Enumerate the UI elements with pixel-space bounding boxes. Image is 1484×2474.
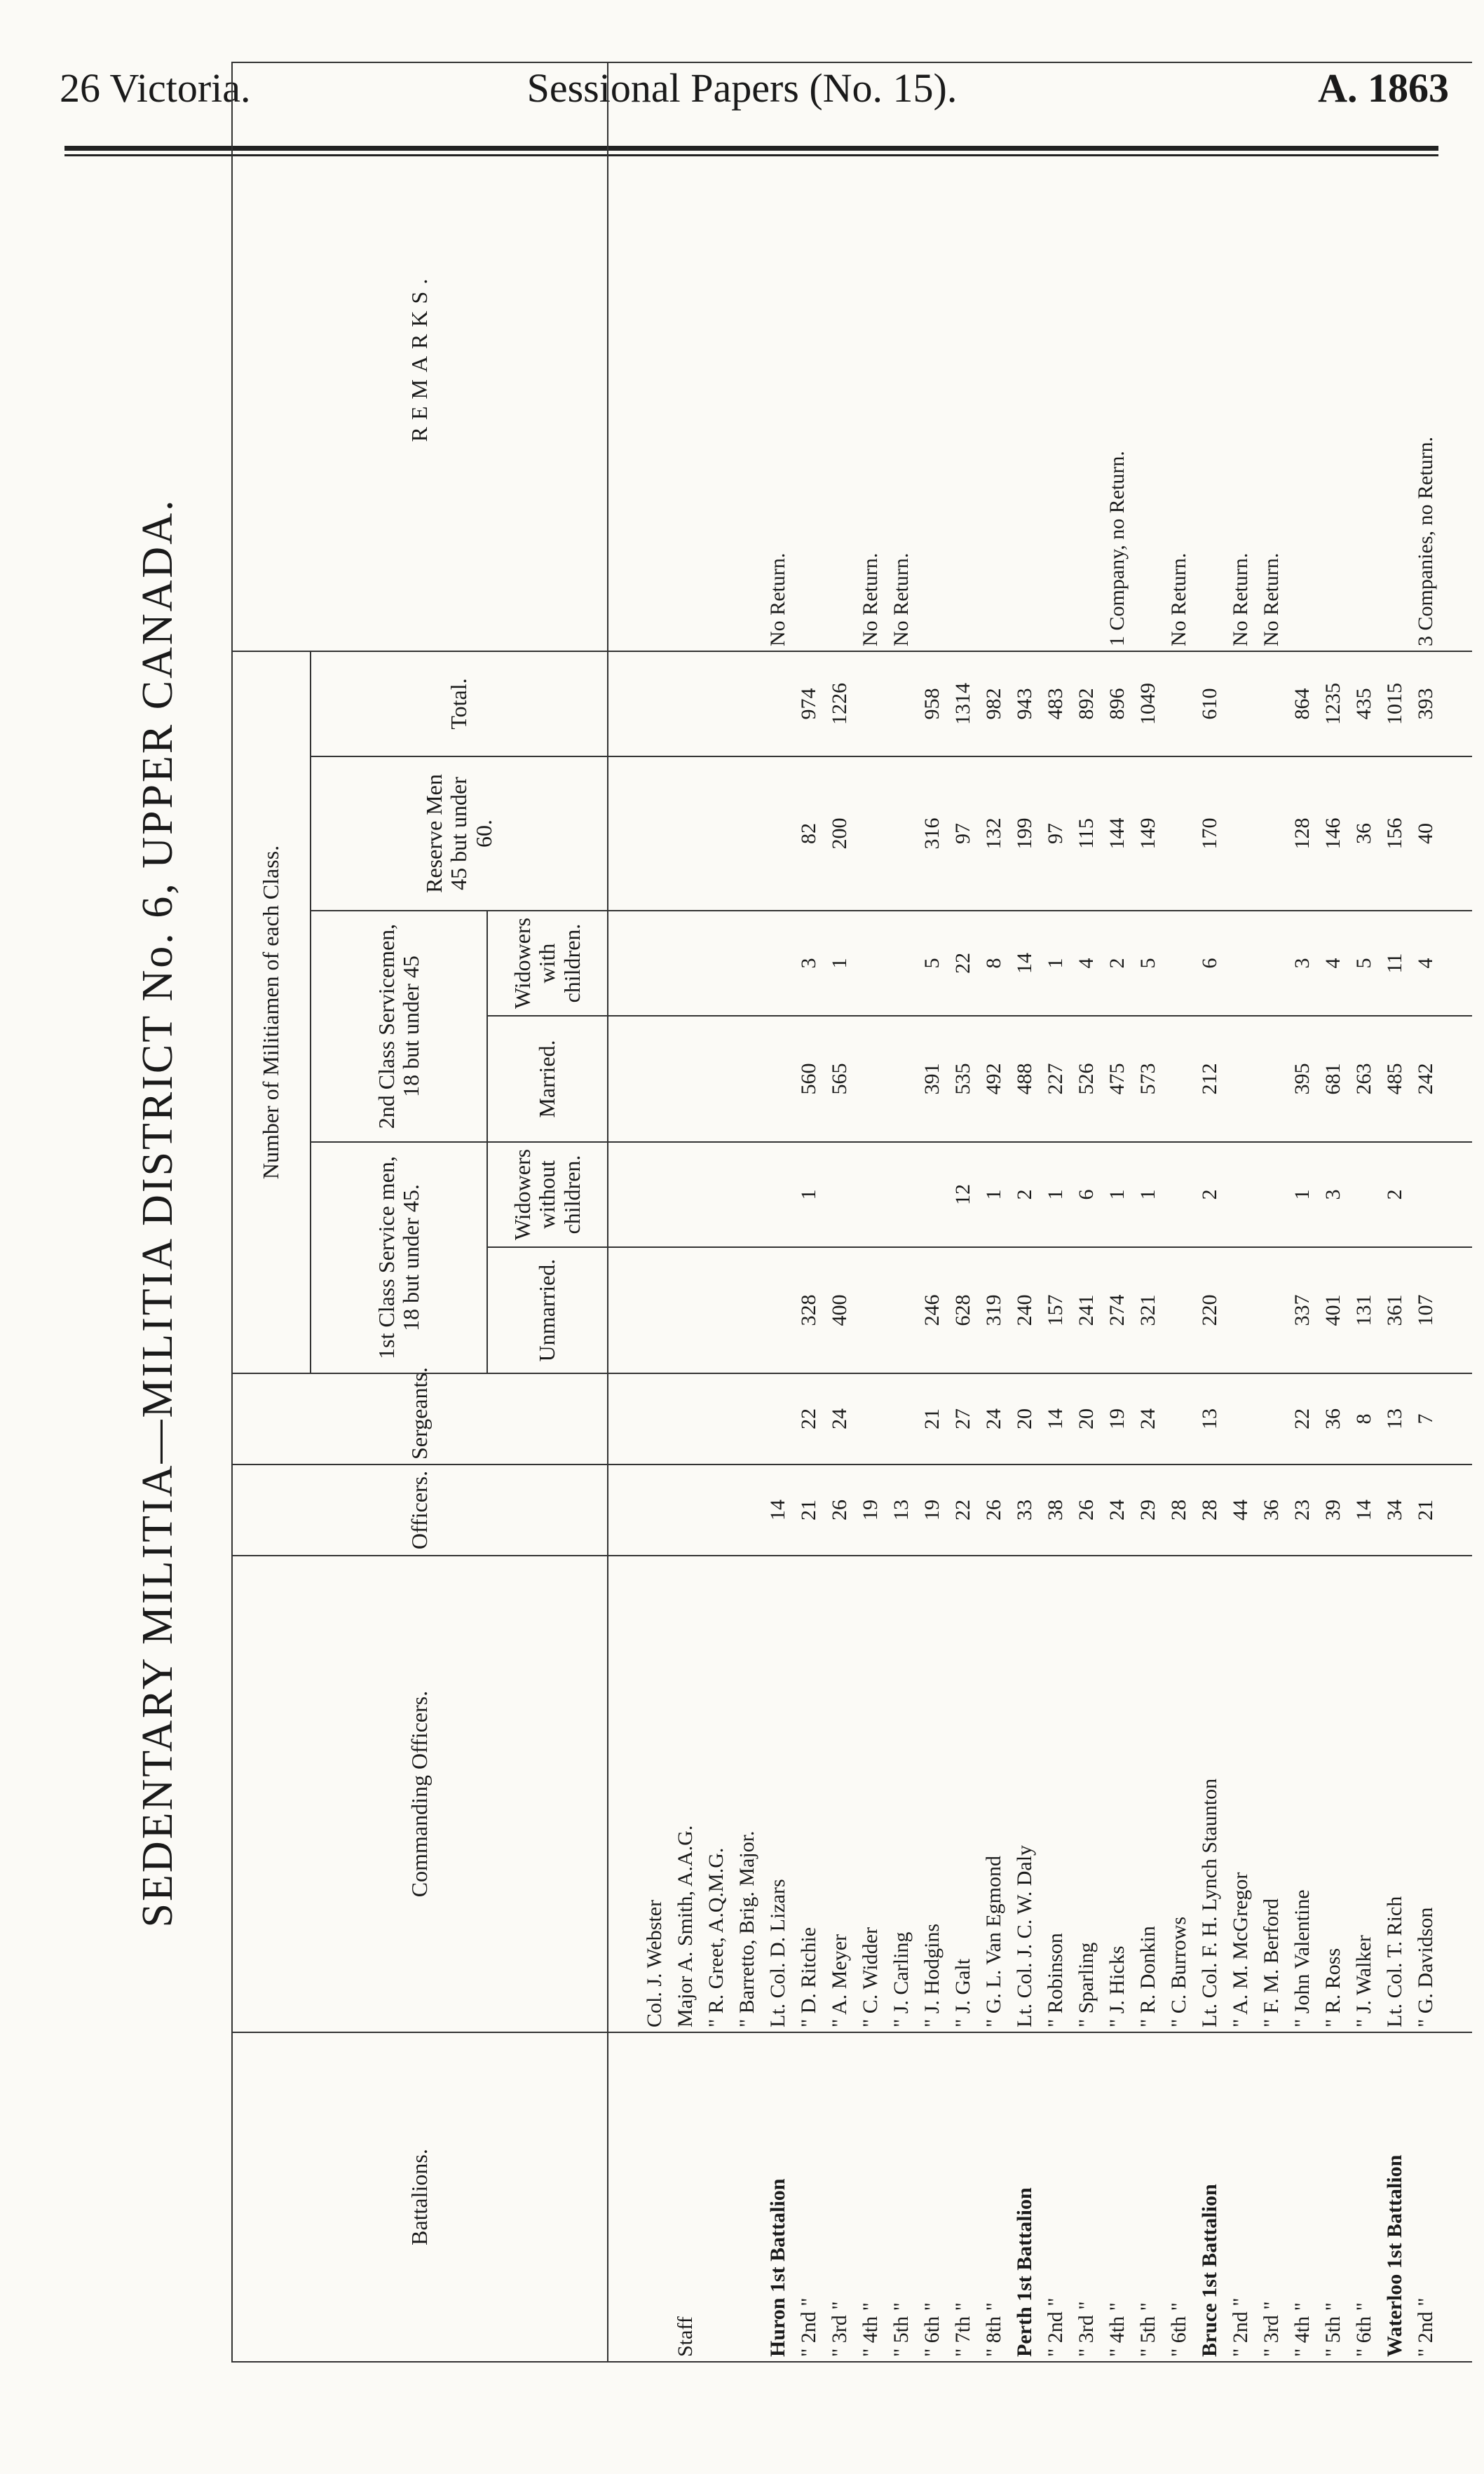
table-row [1410,62,1441,2362]
total-count: 974 [794,651,824,756]
sergeants-count: 24 [979,1373,1009,1464]
married-count: 263 [1349,1016,1380,1142]
total-count: 393 [1410,651,1441,756]
sergeants-count [1256,1373,1287,1464]
commanding-officer: Lt. Col. T. Rich [1380,1556,1410,2032]
unmarried-count: 240 [1009,1247,1040,1373]
battalion-name: " 2nd " [1040,2032,1071,2362]
sergeants-count: 19 [1102,1373,1133,1464]
header-center: Sessional Papers (No. 15). [526,65,958,111]
total-count: 610 [1194,651,1225,756]
officers-count: 13 [886,1464,917,1556]
battalion-name: " 2nd " [1225,2032,1256,2362]
officers-count: 26 [1071,1464,1102,1556]
commanding-officer: Lt. Col. F. H. Lynch Staunton [1194,1556,1225,2032]
staff-row [639,62,670,2362]
commanding-officer: " R. Ross [1318,1556,1349,2032]
remarks-text: 1 Company, no Return. [1102,62,1133,651]
reserve-count [886,756,917,911]
sergeants-count: 20 [1071,1373,1102,1464]
commanding-officer: Lt. Col. D. Lizars [763,1556,794,2032]
widowers-with-count: 4 [1318,911,1349,1016]
battalion-name: " 5th " [1133,2032,1164,2362]
sergeants-count: 13 [1194,1373,1225,1464]
reserve-count: 200 [824,756,855,911]
table-row [794,62,824,2362]
married-count: 475 [1102,1016,1133,1142]
commanding-officer: " G. L. Van Egmond [979,1556,1009,2032]
reserve-count: 156 [1380,756,1410,911]
battalion-name: " 2nd " [794,2032,824,2362]
col-second-class: 2nd Class Servicemen, 18 but under 45 [311,911,487,1142]
widowers-without-count [763,1142,794,1247]
sergeants-count: 27 [948,1373,979,1464]
widowers-without-count [1225,1142,1256,1247]
battalion-name: " 4th " [1287,2032,1318,2362]
total-count: 483 [1040,651,1071,756]
officers-count: 39 [1318,1464,1349,1556]
widowers-with-count: 2 [1102,911,1133,1016]
col-commanding: Commanding Officers. [232,1556,608,2032]
widowers-with-count: 4 [1410,911,1441,1016]
widowers-without-count: 2 [1194,1142,1225,1247]
married-count: 535 [948,1016,979,1142]
total-count: 1226 [824,651,855,756]
widowers-with-count: 11 [1380,911,1410,1016]
widowers-with-count: 1 [824,911,855,1016]
total-count [1225,651,1256,756]
battalion-name: " 8th " [979,2032,1009,2362]
commanding-officer: " A. Meyer [824,1556,855,2032]
widowers-without-count [917,1142,948,1247]
sergeants-count: 13 [1380,1373,1410,1464]
married-count: 395 [1287,1016,1318,1142]
battalion-name: " 6th " [917,2032,948,2362]
table-row [948,62,979,2362]
battalion-name: Waterloo 1st Battalion [1380,2032,1410,2362]
married-count: 492 [979,1016,1009,1142]
commanding-officer: " J. Hicks [1102,1556,1133,2032]
sergeants-count: 8 [1349,1373,1380,1464]
married-count [1225,1016,1256,1142]
total-count: 864 [1287,651,1318,756]
unmarried-count [1256,1247,1287,1373]
col-battalions: Battalions. [232,2032,608,2362]
remarks-text [1287,62,1318,651]
remarks-text: No Return. [855,62,886,651]
unmarried-count: 107 [1410,1247,1441,1373]
widowers-without-count: 1 [1040,1142,1071,1247]
staff-row [701,62,732,2362]
unmarried-count: 246 [917,1247,948,1373]
unmarried-count: 628 [948,1247,979,1373]
unmarried-count: 400 [824,1247,855,1373]
total-count: 943 [1009,651,1040,756]
staff-officer: " R. Greet, A.Q.M.G. [701,1556,732,2032]
remarks-text [824,62,855,651]
sergeants-count [855,1373,886,1464]
battalion-name: " 4th " [1102,2032,1133,2362]
unmarried-count [1225,1247,1256,1373]
table-row [1071,62,1102,2362]
table-row [824,62,855,2362]
married-count: 488 [1009,1016,1040,1142]
commanding-officer: " Sparling [1071,1556,1102,2032]
officers-count: 22 [948,1464,979,1556]
staff-officer: " Barretto, Brig. Major. [732,1556,763,2032]
staff-row [732,62,763,2362]
widowers-with-count: 22 [948,911,979,1016]
married-count [855,1016,886,1142]
table-row [1194,62,1225,2362]
unmarried-count [886,1247,917,1373]
remarks-text: No Return. [763,62,794,651]
officers-count: 38 [1040,1464,1071,1556]
unmarried-count: 220 [1194,1247,1225,1373]
officers-count: 14 [1349,1464,1380,1556]
commanding-officer: " J. Carling [886,1556,917,2032]
officers-count: 14 [763,1464,794,1556]
widowers-without-count [1349,1142,1380,1247]
married-count [1256,1016,1287,1142]
total-count: 958 [917,651,948,756]
total-count: 1235 [1318,651,1349,756]
widowers-with-count: 5 [917,911,948,1016]
commanding-officer: " A. M. McGregor [1225,1556,1256,2032]
widowers-with-count: 1 [1040,911,1071,1016]
col-widowers-with: Widowers with children. [487,911,608,1016]
total-count [763,651,794,756]
table-row [1380,62,1410,2362]
unmarried-count: 319 [979,1247,1009,1373]
reserve-count: 316 [917,756,948,911]
officers-count: 19 [917,1464,948,1556]
commanding-officer: " C. Widder [855,1556,886,2032]
widowers-with-count: 3 [794,911,824,1016]
married-count: 560 [794,1016,824,1142]
remarks-text [1380,62,1410,651]
widowers-with-count: 6 [1194,911,1225,1016]
unmarried-count: 321 [1133,1247,1164,1373]
table-row [1225,62,1256,2362]
table-row [1009,62,1040,2362]
widowers-without-count: 3 [1318,1142,1349,1247]
widowers-without-count: 1 [794,1142,824,1247]
commanding-officer: " J. Galt [948,1556,979,2032]
widowers-without-count [886,1142,917,1247]
battalion-name: " 3rd " [1256,2032,1287,2362]
table-row [1133,62,1164,2362]
officers-count: 23 [1287,1464,1318,1556]
married-count: 565 [824,1016,855,1142]
reserve-count: 146 [1318,756,1349,911]
battalion-name: " 5th " [1318,2032,1349,2362]
remarks-text: No Return. [886,62,917,651]
officers-count: 24 [1102,1464,1133,1556]
table-row [1040,62,1071,2362]
militia-table [231,62,1472,2363]
sergeants-count: 24 [1133,1373,1164,1464]
reserve-count [1225,756,1256,911]
remarks-text [1349,62,1380,651]
widowers-without-count [1256,1142,1287,1247]
widowers-without-count: 1 [979,1142,1009,1247]
widowers-with-count [763,911,794,1016]
table-row [1318,62,1349,2362]
unmarried-count [855,1247,886,1373]
widowers-with-count: 4 [1071,911,1102,1016]
remarks-text [794,62,824,651]
col-sergeants: Sergeants. [232,1373,608,1464]
widowers-without-count [824,1142,855,1247]
staff-label: Staff [670,2032,701,2362]
unmarried-count: 361 [1380,1247,1410,1373]
officers-count: 26 [979,1464,1009,1556]
widowers-without-count: 1 [1287,1142,1318,1247]
reserve-count [1256,756,1287,911]
officers-count: 34 [1380,1464,1410,1556]
officers-count: 44 [1225,1464,1256,1556]
married-count: 391 [917,1016,948,1142]
unmarried-count: 241 [1071,1247,1102,1373]
col-officers: Officers. [232,1464,608,1556]
married-count: 485 [1380,1016,1410,1142]
table-row [1164,62,1194,2362]
table-row [917,62,948,2362]
reserve-count: 36 [1349,756,1380,911]
remarks-text: No Return. [1164,62,1194,651]
married-count: 227 [1040,1016,1071,1142]
married-count: 242 [1410,1016,1441,1142]
unmarried-count: 328 [794,1247,824,1373]
header-right: A. 1863 [1318,65,1449,111]
married-count: 526 [1071,1016,1102,1142]
widowers-without-count [855,1142,886,1247]
reserve-count: 97 [1040,756,1071,911]
officers-count: 19 [855,1464,886,1556]
battalion-name: " 7th " [948,2032,979,2362]
married-count [886,1016,917,1142]
table-row [855,62,886,2362]
widowers-with-count: 8 [979,911,1009,1016]
sergeants-count: 7 [1410,1373,1441,1464]
commanding-officer: " J. Walker [1349,1556,1380,2032]
married-count [763,1016,794,1142]
rotated-table-page [133,63,1437,2363]
reserve-count: 115 [1071,756,1102,911]
col-unmarried: Unmarried. [487,1247,608,1373]
sergeants-count: 22 [1287,1373,1318,1464]
remarks-text [1194,62,1225,651]
remarks-text [917,62,948,651]
sergeants-count: 24 [824,1373,855,1464]
remarks-text: No Return. [1256,62,1287,651]
remarks-text [1040,62,1071,651]
widowers-with-count [855,911,886,1016]
married-count: 212 [1194,1016,1225,1142]
sergeants-count: 20 [1009,1373,1040,1464]
widowers-with-count [886,911,917,1016]
reserve-count: 82 [794,756,824,911]
table-row [1256,62,1287,2362]
header-left: 26 Victoria. [60,65,251,111]
commanding-officer: " G. Davidson [1410,1556,1441,2032]
widowers-without-count [1164,1142,1194,1247]
officers-count: 28 [1194,1464,1225,1556]
reserve-count: 40 [1410,756,1441,911]
staff-officer: Major A. Smith, A.A.G. [670,1556,701,2032]
table-row [1287,62,1318,2362]
reserve-count [855,756,886,911]
unmarried-count: 274 [1102,1247,1133,1373]
battalion-name: " 4th " [855,2032,886,2362]
total-count: 435 [1349,651,1380,756]
widowers-without-count: 1 [1102,1142,1133,1247]
reserve-count: 132 [979,756,1009,911]
married-count: 573 [1133,1016,1164,1142]
remarks-text [979,62,1009,651]
widowers-without-count: 12 [948,1142,979,1247]
remarks-text [948,62,979,651]
reserve-count: 149 [1133,756,1164,911]
battalion-name: " 6th " [1164,2032,1194,2362]
sergeants-count: 14 [1040,1373,1071,1464]
sergeants-count: 22 [794,1373,824,1464]
widowers-with-count: 5 [1349,911,1380,1016]
widowers-without-count: 1 [1133,1142,1164,1247]
battalion-name: Bruce 1st Battalion [1194,2032,1225,2362]
col-first-class: 1st Class Service men, 18 but under 45. [311,1142,487,1373]
officers-count: 33 [1009,1464,1040,1556]
remarks-text [1071,62,1102,651]
unmarried-count: 131 [1349,1247,1380,1373]
total-count [1256,651,1287,756]
reserve-count: 144 [1102,756,1133,911]
battalion-name: " 3rd " [824,2032,855,2362]
sergeants-count [1225,1373,1256,1464]
married-count: 681 [1318,1016,1349,1142]
reserve-count: 199 [1009,756,1040,911]
col-number-group: Number of Militiamen of each Class. [232,651,311,1373]
total-count: 1049 [1133,651,1164,756]
col-total: Total. [311,651,608,756]
table-row [1102,62,1133,2362]
table-row [979,62,1009,2362]
reserve-count: 97 [948,756,979,911]
page-title: SEDENTARY MILITIA—MILITIA DISTRICT No. 6, UPPER CANADA. [134,498,182,1928]
widowers-without-count: 2 [1009,1142,1040,1247]
officers-count: 36 [1256,1464,1287,1556]
officers-count: 28 [1164,1464,1194,1556]
table-row [763,62,794,2362]
col-reserve: Reserve Men 45 but under 60. [311,756,608,911]
reserve-count: 128 [1287,756,1318,911]
total-count: 982 [979,651,1009,756]
total-count: 1015 [1380,651,1410,756]
staff-officer: Col. J. Webster [639,1556,670,2032]
commanding-officer: " D. Ritchie [794,1556,824,2032]
officers-count: 29 [1133,1464,1164,1556]
total-count: 1314 [948,651,979,756]
table-row [1349,62,1380,2362]
officers-count: 26 [824,1464,855,1556]
total-count: 892 [1071,651,1102,756]
married-count [1164,1016,1194,1142]
total-count [1164,651,1194,756]
staff-row [670,62,701,2362]
sergeants-count [1164,1373,1194,1464]
unmarried-count [1164,1247,1194,1373]
widowers-without-count: 2 [1380,1142,1410,1247]
remarks-text: No Return. [1225,62,1256,651]
remarks-text [1133,62,1164,651]
total-count [886,651,917,756]
col-widowers-without: Widowers without children. [487,1142,608,1247]
commanding-officer: " John Valentine [1287,1556,1318,2032]
sergeants-count [886,1373,917,1464]
officers-count: 21 [794,1464,824,1556]
officers-count: 21 [1410,1464,1441,1556]
commanding-officer: " C. Burrows [1164,1556,1194,2032]
unmarried-count [763,1247,794,1373]
sergeants-count: 21 [917,1373,948,1464]
widowers-without-count [1410,1142,1441,1247]
widowers-with-count: 5 [1133,911,1164,1016]
col-married: Married. [487,1016,608,1142]
widowers-without-count: 6 [1071,1142,1102,1247]
widowers-with-count [1256,911,1287,1016]
widowers-with-count: 14 [1009,911,1040,1016]
commanding-officer: " Robinson [1040,1556,1071,2032]
reserve-count: 170 [1194,756,1225,911]
battalion-name: " 6th " [1349,2032,1380,2362]
sergeants-count: 36 [1318,1373,1349,1464]
total-count [855,651,886,756]
widowers-with-count [1164,911,1194,1016]
remarks-text [1009,62,1040,651]
commanding-officer: " F. M. Berford [1256,1556,1287,2032]
unmarried-count: 401 [1318,1247,1349,1373]
battalion-name: Huron 1st Battalion [763,2032,794,2362]
reserve-count [1164,756,1194,911]
battalion-name: " 3rd " [1071,2032,1102,2362]
commanding-officer: " J. Hodgins [917,1556,948,2032]
widowers-with-count: 3 [1287,911,1318,1016]
commanding-officer: Lt. Col. J. C. W. Daly [1009,1556,1040,2032]
reserve-count [763,756,794,911]
table-row [886,62,917,2362]
unmarried-count: 337 [1287,1247,1318,1373]
col-remarks: REMARKS. [232,62,608,651]
total-count: 896 [1102,651,1133,756]
commanding-officer: " R. Donkin [1133,1556,1164,2032]
sergeants-count [763,1373,794,1464]
unmarried-count: 157 [1040,1247,1071,1373]
remarks-text [1318,62,1349,651]
widowers-with-count [1225,911,1256,1016]
battalion-name: Perth 1st Battalion [1009,2032,1040,2362]
remarks-text: 3 Companies, no Return. [1410,62,1441,651]
battalion-name: " 2nd " [1410,2032,1441,2362]
battalion-name: " 5th " [886,2032,917,2362]
